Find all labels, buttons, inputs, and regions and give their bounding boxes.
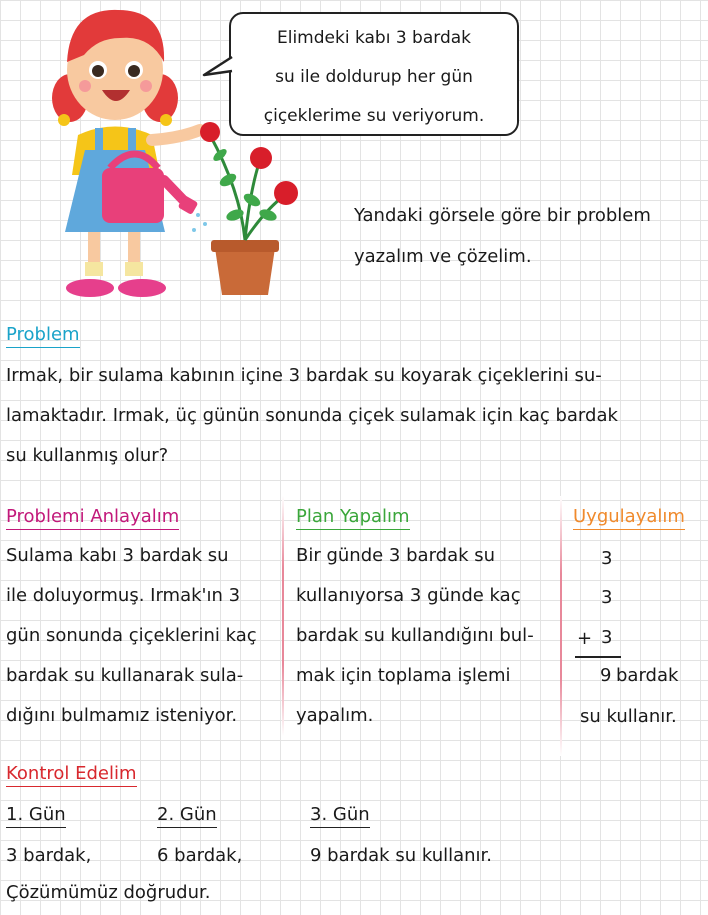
check-conclusion: Çözümümüz doğrudur. bbox=[6, 882, 211, 903]
understand-text-line: ile doluyormuş. Irmak'ın 3 bbox=[6, 585, 241, 606]
speech-bubble-tail bbox=[202, 55, 234, 79]
plan-heading bbox=[296, 506, 410, 527]
instruction-line: Yandaki görsele göre bir problem bbox=[354, 205, 651, 226]
plan-heading-text: Plan Yapalım bbox=[296, 506, 410, 530]
understand-text-line: bardak su kullanarak sula- bbox=[6, 665, 244, 686]
understand-text-line: dığını bulmamız isteniyor. bbox=[6, 705, 238, 726]
understand-text-line: gün sonunda çiçeklerini kaç bbox=[6, 625, 257, 646]
check-day-text: 2. Gün bbox=[157, 804, 217, 828]
check-value: 9 bardak su kullanır. bbox=[310, 845, 493, 866]
check-day bbox=[6, 804, 66, 825]
problem-text-line: su kullanmış olur? bbox=[6, 445, 169, 466]
check-day-text: 3. Gün bbox=[310, 804, 370, 828]
sum-line bbox=[575, 656, 621, 658]
plan-text-line: Bir günde 3 bardak su bbox=[296, 545, 496, 566]
understand-heading bbox=[6, 506, 179, 527]
check-value: 6 bardak, bbox=[157, 845, 243, 866]
flower-pot-icon bbox=[211, 240, 279, 295]
column-divider bbox=[282, 496, 284, 736]
addend: 3 bbox=[601, 548, 613, 569]
problem-text-line: lamaktadır. Irmak, üç günün sonunda çiçek sulamak için kaç bardak bbox=[6, 405, 618, 426]
column-divider bbox=[560, 496, 562, 756]
rose-icon bbox=[250, 147, 272, 169]
apply-heading bbox=[573, 506, 685, 527]
sum-result: 9 bbox=[600, 665, 612, 686]
check-day bbox=[310, 804, 370, 825]
speech-bubble bbox=[229, 12, 519, 136]
watering-can-icon bbox=[102, 154, 198, 223]
plan-text-line: mak için toplama işlemi bbox=[296, 665, 511, 686]
addend: 3 bbox=[601, 587, 613, 608]
understand-heading-text: Problemi Anlayalım bbox=[6, 506, 179, 530]
rose-icon bbox=[274, 181, 298, 205]
speech-line: çiçeklerime su veriyorum. bbox=[263, 106, 485, 126]
instruction-line: yazalım ve çözelim. bbox=[354, 246, 532, 267]
problem-heading-text: Problem bbox=[6, 324, 80, 348]
apply-heading-text: Uygulayalım bbox=[573, 506, 685, 530]
sum-unit: bardak bbox=[616, 665, 679, 686]
rose-icon bbox=[200, 122, 220, 142]
plan-text-line: kullanıyorsa 3 günde kaç bbox=[296, 585, 521, 606]
addend: 3 bbox=[601, 627, 613, 648]
speech-line: Elimdeki kabı 3 bardak bbox=[276, 28, 472, 48]
problem-heading bbox=[6, 324, 80, 345]
check-value: 3 bardak, bbox=[6, 845, 92, 866]
plus-sign: + bbox=[577, 628, 593, 649]
plan-text-line: yapalım. bbox=[296, 705, 374, 726]
problem-text-line: Irmak, bir sulama kabının içine 3 bardak su koyarak çiçeklerini su- bbox=[6, 365, 602, 386]
check-day-text: 1. Gün bbox=[6, 804, 66, 828]
plan-text-line: bardak su kullandığını bul- bbox=[296, 625, 534, 646]
sum-tail: su kullanır. bbox=[580, 706, 677, 727]
check-heading-text: Kontrol Edelim bbox=[6, 763, 137, 787]
speech-line: su ile doldurup her gün bbox=[275, 67, 473, 87]
understand-text-line: Sulama kabı 3 bardak su bbox=[6, 545, 229, 566]
check-day bbox=[157, 804, 217, 825]
check-heading bbox=[6, 763, 137, 784]
